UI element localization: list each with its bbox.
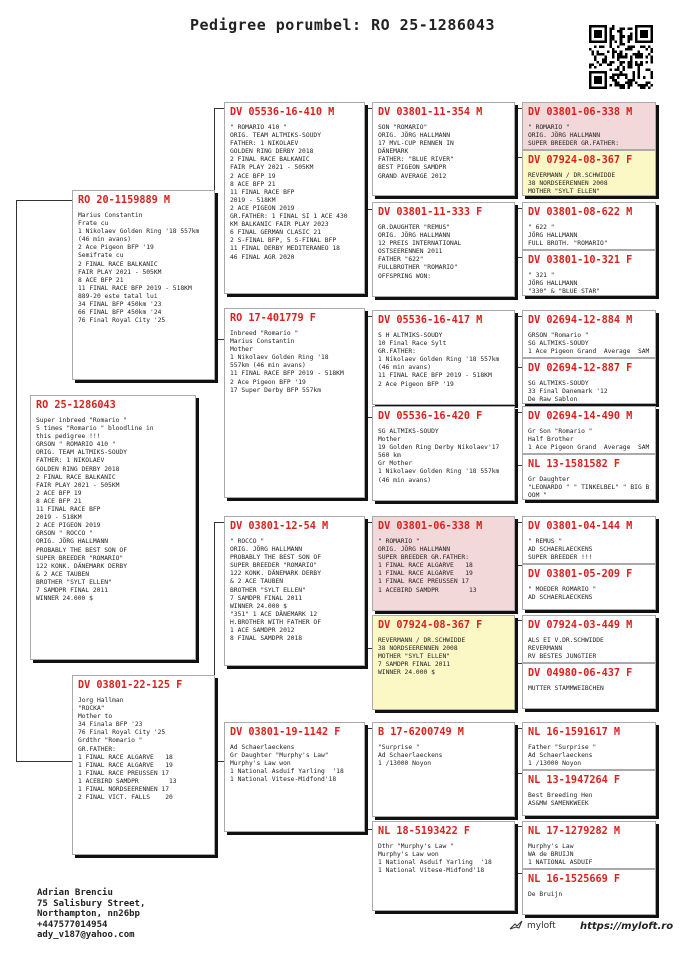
- card-line: 1 ACEBIRD SAMDPR 13: [378, 586, 477, 594]
- card-line: Super inbreed "Romario ": [36, 417, 127, 424]
- card-line: WINNER 24.000 $: [230, 602, 287, 610]
- card-line: SUPER BREEDER !!!: [528, 554, 593, 562]
- pigeon-card-mf: [224, 516, 365, 666]
- pigeon-card-g4b: [522, 454, 656, 500]
- card-line: AS&MW SAMENKWEEK: [528, 800, 589, 808]
- card-line: FULL BROTH. "ROMARIO": [528, 240, 608, 248]
- card-line: 122 KONK. DÄNEMARK DERBY: [230, 570, 321, 578]
- card-line: 1 ACE SAMDPR 2012: [230, 627, 295, 635]
- card-line: 1 FINAL RACE ALGARVE 19: [378, 570, 473, 578]
- ring-number: DV 05536-16-417 M: [378, 315, 483, 326]
- card-line: "LEONARDO " " TINKELBEL" " BIG B: [528, 484, 650, 492]
- card-line: JÖRG HALLMANN: [528, 232, 578, 240]
- card-line: 17 Super Derby BFP 557km: [230, 386, 321, 394]
- ring-number: DV 04980-06-437 F: [528, 668, 633, 679]
- card-line: 122 KONK. DÄNEMARK DERBY: [36, 562, 127, 570]
- card-line: Half Brother: [528, 436, 574, 444]
- card-line: 1 /13000 Noyon: [378, 760, 432, 768]
- ring-number: NL 13-1581582 F: [528, 459, 621, 470]
- pigeon-card-fmm: [372, 406, 515, 501]
- card-line: SUPER BREEDER "ROMARIO": [36, 554, 124, 562]
- card-line: 557km (46 min avans): [230, 362, 306, 370]
- pigeon-card-g4a: [522, 406, 656, 454]
- pigeon-card-g7b: [522, 770, 656, 816]
- card-line: BROTHER "SYLT ELLEN": [36, 578, 112, 586]
- card-line: S H ALTMIKS-SOUDY: [378, 332, 443, 339]
- card-line: FATHER: 1 NIKOLAEV: [230, 140, 299, 148]
- qr-code: [589, 25, 653, 89]
- card-line: DÄNEMARK: [378, 148, 409, 156]
- card-line: 5 times "Romario " bloodline in: [36, 425, 154, 433]
- card-line: 2 Ace Pigeon BFP '19: [378, 380, 454, 388]
- card-line: ORIG. JÖRG HALLMANN: [528, 132, 601, 140]
- card-line: 1 ACEBIRD SAMDPR 13: [78, 777, 177, 785]
- card-line: GRSON " ROMARIO 410 ": [36, 441, 116, 449]
- card-line: 2 Ace Pigeon BFP '19: [78, 244, 154, 252]
- card-line: 2 FINAL RACE BALKANIC: [230, 156, 310, 164]
- card-line: Best Breeding Hen: [528, 792, 593, 799]
- pigeon-card-m: [72, 675, 215, 855]
- card-line: SG ALTMIKS-SOUDY: [378, 428, 439, 435]
- card-line: ALS EI V.DR.SCHWIDDE: [528, 637, 604, 644]
- card-line: Ad Schaerlaeckens: [378, 752, 443, 760]
- card-line: 2 ACE BFP 19: [230, 172, 276, 180]
- card-line: FATHER "622": [378, 256, 424, 264]
- card-line: 1 FINAL NORDSEERENNEN 17: [78, 786, 169, 794]
- ring-number: DV 05536-16-420 F: [378, 411, 483, 422]
- card-line: GR.FATHER:: [78, 745, 116, 753]
- card-line: 7 SAMDPR FINAL 2011: [378, 661, 451, 669]
- pigeon-card-g1a: [522, 102, 656, 150]
- card-line: FAIR PLAY 2021 - 505KM: [78, 268, 162, 276]
- owner-info: [37, 888, 145, 941]
- card-line: " MOEDER ROMARIO ": [528, 586, 597, 593]
- card-line: Mother to: [78, 713, 113, 721]
- owner-email: ady_v187@yahoo.com: [37, 930, 135, 940]
- card-line: Gr Mother: [378, 460, 413, 468]
- ring-number: NL 17-1279282 M: [528, 826, 621, 837]
- card-line: 12 PREIS INTERNATIONAL: [378, 240, 462, 248]
- card-line: OSTSEERENNEN 2011: [378, 248, 443, 256]
- card-line: 46 FINAL AGR 2020: [230, 253, 295, 261]
- card-line: GOLDEN RING DERBY 2018: [36, 465, 120, 473]
- bird-logo-icon: [509, 920, 523, 932]
- card-line: 1 FINAL RACE PREUSSEN 17: [378, 578, 469, 586]
- card-line: PROBABLY THE BEST SON OF: [36, 546, 127, 554]
- card-line: JÖRG HALLMANN: [528, 280, 578, 288]
- pigeon-card-mfm: [372, 615, 515, 710]
- card-line: 7 SAMDPR FINAL 2011: [36, 586, 109, 594]
- card-line: 34 Finala BFP '23: [78, 721, 143, 729]
- card-line: 889-20 este tatal lui: [78, 292, 158, 300]
- card-line: " REMUS ": [528, 538, 563, 545]
- card-line: GRSON "Romario ": [528, 332, 589, 339]
- card-line: Inbreed "Romario ": [230, 330, 299, 337]
- card-line: SG ALTMIKS-SOUDY: [528, 380, 589, 387]
- card-line: 1 Ace Pigeon Grand Average SAM: [528, 348, 650, 356]
- pigeon-card-ff: [224, 102, 365, 294]
- card-line: 76 Final Royal City '25: [78, 317, 166, 325]
- card-line: 2 ACE PIGEON 2019: [36, 522, 101, 530]
- ring-number: DV 03801-11-354 M: [378, 107, 483, 118]
- card-line: ORIG. JÖRG HALLMANN: [230, 546, 303, 554]
- card-line: FULLBROTHER "ROMARIO": [378, 264, 458, 272]
- card-line: De Bruijn: [528, 891, 563, 898]
- pigeon-card-g8b: [522, 869, 656, 915]
- card-line: "Surprise ": [378, 744, 420, 751]
- card-line: H.BROTHER WITH FATHER OF: [230, 618, 321, 626]
- card-line: 1 National Vitese-Midfond'18: [230, 776, 337, 784]
- card-line: Father "Surprise ": [528, 744, 597, 751]
- card-line: AD SCHAERLAECKENS: [528, 546, 593, 554]
- card-line: " ROMARIO ": [378, 538, 420, 545]
- card-line: 2 FINAL RACE BALKANIC: [78, 260, 158, 268]
- owner-city: Northampton, nn26bp: [37, 909, 140, 919]
- ring-number: DV 07924-08-367 F: [528, 155, 633, 166]
- card-line: 34 FINAL BFP 450km '23: [78, 301, 162, 309]
- card-line: OFFSPRING WON:: [378, 272, 432, 280]
- ring-number: DV 03801-22-125 F: [78, 680, 183, 691]
- card-line: Murphy's Law: [528, 843, 574, 850]
- card-line: 2019 - 518KM: [230, 196, 276, 204]
- ring-number: DV 02694-14-490 M: [528, 411, 633, 422]
- card-line: MOTHER "SYLT ELLEN": [528, 188, 601, 196]
- pigeon-card-f: [72, 190, 215, 380]
- pigeon-card-g2a: [522, 202, 656, 250]
- ring-number: DV 03801-05-209 F: [528, 569, 633, 580]
- ring-number: B 17-6200749 M: [378, 727, 464, 738]
- pigeon-card-g5b: [522, 564, 656, 610]
- card-line: SON "ROMARIO": [378, 124, 428, 131]
- ring-number: NL 16-1591617 M: [528, 727, 621, 738]
- card-line: BEST PIGEON SAMDPR: [378, 164, 447, 172]
- card-line: Murphy's Law won: [378, 851, 439, 859]
- ring-number: DV 07924-08-367 F: [378, 620, 483, 631]
- card-line: Frate cu: [78, 220, 109, 228]
- card-line: 11 FINAL RACE BFP 2019 - 518KM: [378, 372, 492, 380]
- card-line: 1 National Vitese-Midfond'18: [378, 867, 485, 875]
- card-line: 76 Final Royal City '25: [78, 729, 166, 737]
- card-line: & 2 ACE TAUBEN: [230, 578, 284, 586]
- pigeon-card-g1b: [522, 150, 656, 196]
- card-line: Gr Son "Romario ": [528, 428, 593, 435]
- card-line: REVERMANN / DR.SCHWIDDE: [528, 172, 616, 179]
- card-line: 11 FINAL DERBY MEDITERANEO 18: [230, 245, 340, 253]
- card-line: Gr Daughter: [528, 476, 570, 483]
- card-line: 2019 - 518KM: [36, 514, 82, 522]
- card-line: WINNER 24.000 $: [36, 595, 93, 603]
- pigeon-card-mmm: [372, 821, 515, 911]
- card-line: SUPER BREEDER GR.FATHER:: [528, 140, 619, 148]
- card-line: 2 S-FINAL BFP, 5 S-FINAL BFP: [230, 237, 337, 245]
- ring-number: DV 03801-06-338 M: [528, 107, 633, 118]
- card-line: KM BALKANIC FAIR PLAY 2023: [230, 221, 329, 229]
- ring-number: NL 16-1525669 F: [528, 874, 621, 885]
- card-line: Murphy's Law won: [230, 760, 291, 768]
- card-line: 6 FINAL GERMAN CLASIC 21: [230, 229, 321, 237]
- card-line: 1 National Asduif Yarling '18: [230, 768, 344, 776]
- card-line: PROBABLY THE BEST SON OF: [230, 554, 321, 562]
- card-line: 10 Final Race Sylt: [378, 340, 447, 348]
- card-line: 8 ACE BFP 21: [78, 276, 124, 284]
- card-line: " ROCCO ": [230, 538, 265, 545]
- card-line: " 622 ": [528, 224, 555, 231]
- card-line: 33 Final Danemark '12: [528, 388, 608, 396]
- brand-name: myloft: [527, 921, 556, 931]
- card-line: 38 NORDSEERENNEN 2008: [378, 645, 458, 653]
- pigeon-card-ffm: [372, 202, 515, 297]
- pigeon-card-g7a: [522, 722, 656, 770]
- ring-number: DV 03801-06-338 M: [378, 521, 483, 532]
- card-line: Marius Constantin: [78, 212, 143, 219]
- ring-number: DV 07924-03-449 M: [528, 620, 633, 631]
- pigeon-card-mff: [372, 516, 515, 611]
- card-line: 8 ACE BFP 21: [230, 180, 276, 188]
- card-line: 1 NATIONAL ASDUIF: [528, 859, 593, 867]
- brand: [509, 920, 556, 932]
- card-line: 2 ACE PIGEON 2019: [230, 204, 295, 212]
- pigeon-card-subject: [30, 395, 196, 660]
- page-title: Pedigree porumbel: RO 25-1286043: [190, 16, 495, 34]
- card-line: ORIG. JÖRG HALLMANN: [378, 132, 451, 140]
- card-line: 11 FINAL RACE BFP: [36, 506, 101, 514]
- owner-phone: +447577014954: [37, 919, 108, 930]
- card-line: "330" & "BLUE STAR": [528, 288, 601, 296]
- card-line: " ROMARIO 410 ": [230, 124, 287, 131]
- card-line: this pedigree !!!: [36, 433, 101, 441]
- pigeon-card-g5a: [522, 516, 656, 564]
- card-line: 1 /13000 Noyon: [528, 760, 582, 768]
- pigeon-card-g3b: [522, 358, 656, 404]
- card-line: ORIG. JÖRG HALLMANN: [378, 232, 451, 240]
- card-line: WINNER 24.000 $: [378, 669, 435, 677]
- card-line: FAIR PLAY 2021 - 505KM: [230, 164, 314, 172]
- card-line: 8 ACE BFP 21: [36, 497, 82, 505]
- card-line: 8 FINAL SAMDPR 2018: [230, 635, 303, 643]
- card-line: 1 Nikolaev Golden Ring '18 557km: [378, 468, 500, 476]
- ring-number: RO 17-401779 F: [230, 313, 316, 324]
- card-line: 17 MVL-CUP RENNEN IN: [378, 140, 454, 148]
- card-line: MOTHER "SYLT ELLEN": [378, 653, 451, 661]
- card-line: 1 FINAL RACE PREUSSEN 17: [78, 769, 169, 777]
- card-line: 1 FINAL RACE ALGARVE 19: [78, 761, 173, 769]
- card-line: FATHER: 1 NIKOLAEV: [36, 457, 105, 465]
- pigeon-card-fff: [372, 102, 515, 196]
- card-line: Ad Schaerlaeckens: [528, 752, 593, 760]
- card-line: 7 SAMDPR FINAL 2011: [230, 594, 303, 602]
- card-line: BROTHER "SYLT ELLEN": [230, 586, 306, 594]
- ring-number: DV 02694-12-887 F: [528, 363, 633, 374]
- card-line: Jorg Hallman: [78, 697, 124, 704]
- card-line: GR.FATHER:: [378, 348, 416, 356]
- card-line: Mother: [378, 436, 401, 444]
- pigeon-card-g8a: [522, 821, 656, 869]
- card-line: 560 km: [378, 452, 401, 460]
- owner-name: Adrian Brenciu: [37, 888, 113, 898]
- card-line: 1 Nikolaev Golden Ring '18 557km: [78, 228, 200, 236]
- card-line: GRSON " ROCCO ": [36, 530, 93, 538]
- card-line: 2 FINAL VICT. FALLS 20: [78, 794, 173, 802]
- pigeon-card-fmf: [372, 310, 515, 405]
- card-line: De Raw Sablon: [528, 396, 578, 404]
- ring-number: DV 03801-19-1142 F: [230, 727, 341, 738]
- ring-number: DV 03801-04-144 M: [528, 521, 633, 532]
- card-line: GR.DAUGHTER "REMUS": [378, 224, 451, 231]
- owner-street: 75 Salisbury Street,: [37, 898, 146, 909]
- card-line: " 321 ": [528, 272, 555, 279]
- card-line: Marius Constantin: [230, 338, 295, 346]
- card-line: GR.FATHER: 1 FINAL SI 1 ACE 430: [230, 213, 348, 221]
- card-line: ORIG. TEAM ALTMIKS-SOUDY: [36, 449, 127, 457]
- ring-number: DV 03801-08-622 M: [528, 207, 633, 218]
- card-line: Semifrate cu: [78, 252, 124, 260]
- card-line: 1 FINAL RACE ALGARVE 18: [378, 562, 473, 570]
- card-line: 2 Ace Pigeon BFP '19: [230, 378, 306, 386]
- card-line: ORIG. JÖRG HALLMANN: [378, 546, 451, 554]
- card-line: GRAND AVERAGE 2012: [378, 172, 447, 180]
- ring-number: NL 13-1947264 F: [528, 775, 621, 786]
- card-line: "ROCKA": [78, 705, 105, 713]
- card-line: " ROMARIO ": [528, 124, 570, 131]
- card-line: ORIG. TEAM ALTMIKS-SOUDY: [230, 132, 321, 140]
- card-line: REVERMANN: [528, 645, 563, 653]
- pigeon-card-mmf: [372, 722, 515, 817]
- card-line: FATHER: "BLUE RIVER": [378, 156, 454, 164]
- ring-number: DV 02694-12-884 M: [528, 315, 633, 326]
- card-line: 2 ACE BFP 19: [36, 489, 82, 497]
- card-line: Ad Schaerlaeckens: [230, 744, 295, 751]
- ring-number: DV 03801-12-54 M: [230, 521, 329, 532]
- ring-number: DV 03801-11-333 F: [378, 207, 483, 218]
- pigeon-card-g6a: [522, 615, 656, 663]
- card-line: (46 min avans): [378, 364, 432, 372]
- card-line: 11 FINAL RACE BFP 2019 - 518KM: [78, 284, 192, 292]
- ring-number: RO 25-1286043: [36, 400, 116, 411]
- card-line: Dthr "Murphy's Law ": [378, 843, 454, 850]
- card-line: 1 Nikolaev Golden Ring '18: [230, 354, 329, 362]
- card-line: 1 Nikolaev Golden Ring '18 557km: [378, 356, 500, 364]
- card-line: 38 NORDSEERENNEN 2008: [528, 180, 608, 188]
- card-line: Mother: [230, 346, 253, 354]
- pigeon-card-mm: [224, 722, 365, 832]
- card-line: "351" 1 ACE DÄNEMARK 12: [230, 610, 318, 618]
- card-line: SG ALTMIKS-SOUDY: [528, 340, 589, 348]
- card-line: GOLDEN RING DERBY 2018: [230, 148, 314, 156]
- ring-number: DV 05536-16-410 M: [230, 107, 335, 118]
- ring-number: DV 03801-10-321 F: [528, 255, 633, 266]
- card-line: 1 National Asduif Yarling '18: [378, 859, 492, 867]
- pigeon-card-g6b: [522, 663, 656, 709]
- card-line: 19 Golden Ring Derby Nikolaev'17: [378, 444, 500, 452]
- card-line: & 2 ACE TAUBEN: [36, 570, 90, 578]
- pigeon-card-fm: [224, 308, 365, 498]
- card-line: Gr Daughter "Murphy's Law": [230, 752, 329, 760]
- card-line: SUPER BREEDER GR.FATHER:: [378, 554, 469, 562]
- ring-number: NL 18-5193422 F: [378, 826, 471, 837]
- card-line: 11 FINAL RACE BFP: [230, 188, 295, 196]
- site-url[interactable]: https://myloft.ro: [580, 921, 674, 932]
- card-line: 11 FINAL RACE BFP 2019 - 518KM: [230, 370, 344, 378]
- pigeon-card-g2b: [522, 250, 656, 296]
- card-line: ORIG. JÖRG HALLMANN: [36, 538, 109, 546]
- card-line: OOM ": [528, 492, 547, 500]
- card-line: REVERMANN / DR.SCHWIDDE: [378, 637, 466, 644]
- card-line: SUPER BREEDER "ROMARIO": [230, 562, 318, 570]
- card-line: RV BESTES JUNGTIER: [528, 653, 597, 661]
- ring-number: RO 20-1159889 M: [78, 195, 171, 206]
- card-line: 1 FINAL RACE ALGARVE 18: [78, 753, 173, 761]
- card-line: 66 FINAL BFP 450km '24: [78, 309, 162, 317]
- card-line: MUTTER STAMMWEIBCHEN: [528, 685, 604, 692]
- card-line: 2 FINAL RACE BALKANIC: [36, 473, 116, 481]
- card-line: AD SCHAERLAECKENS: [528, 594, 593, 602]
- pigeon-card-g3a: [522, 310, 656, 358]
- card-line: 1 Ace Pigeon Grand Average SAM: [528, 444, 650, 452]
- card-line: Grdthr "Romario ": [78, 737, 143, 745]
- card-line: (46 min avans): [378, 476, 432, 484]
- card-line: FAIR PLAY 2021 - 505KM: [36, 481, 120, 489]
- card-line: WA de BRUIJN: [528, 851, 574, 859]
- card-line: (46 min avans): [78, 236, 132, 244]
